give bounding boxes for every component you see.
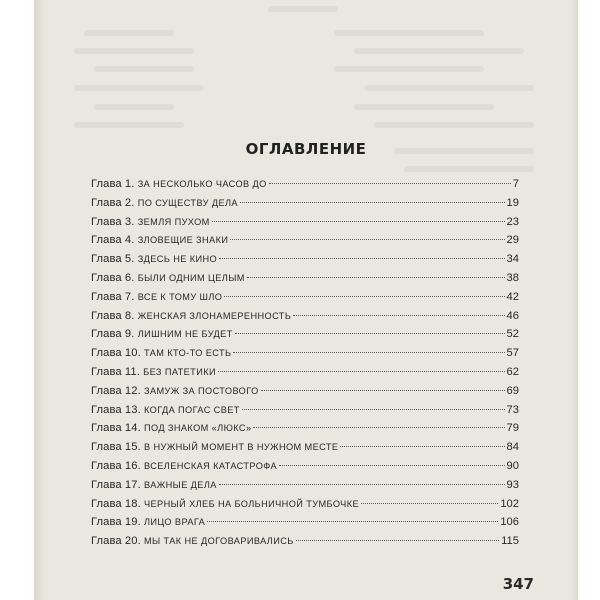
chapter-prefix: Глава 19. xyxy=(91,516,141,529)
dot-leader xyxy=(230,239,504,240)
dot-leader xyxy=(240,202,505,203)
dot-leader xyxy=(242,409,505,410)
toc-entry xyxy=(91,216,519,235)
dot-leader xyxy=(247,277,505,278)
toc-entry-title xyxy=(91,310,291,322)
chapter-page-number: 34 xyxy=(506,253,519,266)
dot-leader xyxy=(235,333,505,334)
toc-entry xyxy=(91,441,519,460)
dot-leader xyxy=(212,221,505,222)
dot-leader xyxy=(253,427,504,428)
toc-entry xyxy=(91,272,519,291)
chapter-prefix: Глава 4. xyxy=(91,234,135,247)
toc-entry-title xyxy=(91,460,277,472)
chapter-prefix: Глава 7. xyxy=(91,290,135,303)
chapter-page-number: 84 xyxy=(506,441,519,454)
chapter-page-number: 7 xyxy=(512,178,519,190)
chapter-prefix: Глава 10. xyxy=(91,347,141,360)
chapter-prefix: Глава 16. xyxy=(91,459,141,472)
book-page xyxy=(34,0,578,600)
chapter-title: ПОД ЗНАКОМ «ЛЮКС» xyxy=(144,423,252,434)
chapter-prefix: Глава 11. xyxy=(91,365,140,378)
chapter-title: БЫЛИ ОДНИМ ЦЕЛЫМ xyxy=(137,272,245,283)
dot-leader xyxy=(207,521,498,522)
toc-entry xyxy=(91,516,519,535)
toc-entry-title xyxy=(91,178,267,190)
toc-entry xyxy=(91,291,519,310)
table-of-contents xyxy=(91,178,519,554)
toc-entry xyxy=(91,460,519,479)
chapter-page-number: 46 xyxy=(506,309,519,322)
chapter-page-number: 38 xyxy=(506,271,519,284)
toc-entry-title xyxy=(91,291,222,303)
chapter-page-number: 62 xyxy=(506,365,519,378)
toc-entry xyxy=(91,178,519,197)
chapter-prefix: Глава 9. xyxy=(91,328,135,341)
chapter-title: ЗАМУЖ ЗА ПОСТОВОГО xyxy=(144,385,259,396)
page-title: ОГЛАВЛЕНИЕ xyxy=(245,140,367,158)
chapter-prefix: Глава 20. xyxy=(91,535,141,548)
chapter-title: ЗЛОВЕЩИЕ ЗНАКИ xyxy=(137,235,229,246)
chapter-title: ВСЕ К ТОМУ ШЛО xyxy=(137,291,223,302)
dot-leader xyxy=(233,352,504,353)
chapter-page-number: 115 xyxy=(501,535,519,548)
dot-leader xyxy=(261,390,505,391)
toc-entry xyxy=(91,197,519,216)
toc-entry xyxy=(91,347,519,366)
chapter-page-number: 42 xyxy=(506,290,519,303)
toc-entry xyxy=(91,479,519,498)
toc-entry-title xyxy=(91,479,217,491)
chapter-page-number: 57 xyxy=(506,347,519,360)
toc-entry-title xyxy=(91,216,210,228)
chapter-title: МЫ ТАК НЕ ДОГОВАРИВАЛИСЬ xyxy=(144,536,294,547)
toc-entry xyxy=(91,234,519,253)
chapter-prefix: Глава 12. xyxy=(91,384,141,397)
chapter-title: ЧЕРНЫЙ ХЛЕБ НА БОЛЬНИЧНОЙ ТУМБОЧКЕ xyxy=(144,498,359,509)
toc-entry-title xyxy=(91,422,251,434)
chapter-title: В НУЖНЫЙ МОМЕНТ В НУЖНОМ МЕСТЕ xyxy=(144,442,339,453)
chapter-title: КОГДА ПОГАС СВЕТ xyxy=(144,404,240,415)
toc-entry-title xyxy=(91,385,259,397)
chapter-page-number: 69 xyxy=(506,384,519,397)
chapter-prefix: Глава 8. xyxy=(91,309,135,322)
show-through-text xyxy=(34,0,578,200)
dot-leader xyxy=(279,465,505,466)
chapter-title: ТАМ КТО-ТО ЕСТЬ xyxy=(144,348,232,359)
chapter-page-number: 52 xyxy=(506,328,519,341)
toc-entry-title xyxy=(91,404,240,416)
dot-leader xyxy=(219,258,504,259)
toc-entry-title xyxy=(91,253,217,265)
chapter-prefix: Глава 13. xyxy=(91,403,141,416)
chapter-prefix: Глава 6. xyxy=(91,271,135,284)
chapter-title: ЖЕНСКАЯ ЗЛОНАМЕРЕННОСТЬ xyxy=(137,310,292,321)
chapter-prefix: Глава 1. xyxy=(91,178,135,190)
toc-entry-title xyxy=(91,366,216,378)
chapter-title: ЛИШНИМ НЕ БУДЕТ xyxy=(137,329,233,340)
chapter-title: ВАЖНЫЕ ДЕЛА xyxy=(144,479,217,490)
chapter-page-number: 73 xyxy=(506,403,519,416)
chapter-title: БЕЗ ПАТЕТИКИ xyxy=(143,366,216,377)
chapter-page-number: 90 xyxy=(506,459,519,472)
chapter-title: ЛИЦО ВРАГА xyxy=(144,517,206,528)
chapter-prefix: Глава 17. xyxy=(91,478,141,491)
toc-entry xyxy=(91,404,519,423)
chapter-page-number: 106 xyxy=(500,516,519,529)
dot-leader xyxy=(269,183,511,184)
page-number: 347 xyxy=(502,575,534,593)
chapter-title: ПО СУЩЕСТВУ ДЕЛА xyxy=(137,197,238,208)
toc-entry-title xyxy=(91,234,228,246)
chapter-prefix: Глава 5. xyxy=(91,253,135,266)
chapter-page-number: 93 xyxy=(506,478,519,491)
toc-entry-title xyxy=(91,535,294,547)
toc-entry-title xyxy=(91,441,338,453)
chapter-prefix: Глава 3. xyxy=(91,215,135,228)
toc-entry xyxy=(91,498,519,517)
dot-leader xyxy=(218,371,505,372)
chapter-page-number: 29 xyxy=(506,234,519,247)
chapter-prefix: Глава 14. xyxy=(91,422,141,435)
toc-entry-title xyxy=(91,272,245,284)
dot-leader xyxy=(219,484,505,485)
chapter-title: ЗДЕСЬ НЕ КИНО xyxy=(137,254,218,265)
toc-entry-title xyxy=(91,328,233,340)
dot-leader xyxy=(340,446,504,447)
page-edge-shadow xyxy=(570,0,578,600)
chapter-page-number: 19 xyxy=(506,196,519,209)
dot-leader xyxy=(293,315,504,316)
chapter-title: ВСЕЛЕНСКАЯ КАТАСТРОФА xyxy=(144,460,277,471)
toc-entry-title xyxy=(91,516,205,528)
chapter-title: ЗА НЕСКОЛЬКО ЧАСОВ ДО xyxy=(137,179,267,189)
page-gutter-shadow xyxy=(34,0,44,600)
chapter-prefix: Глава 2. xyxy=(91,196,135,209)
chapter-page-number: 102 xyxy=(500,497,519,510)
dot-leader xyxy=(361,503,498,504)
toc-entry-title xyxy=(91,347,231,359)
toc-entry-title xyxy=(91,498,359,510)
dot-leader xyxy=(224,296,504,297)
toc-entry xyxy=(91,253,519,272)
dot-leader xyxy=(296,540,499,541)
toc-entry xyxy=(91,328,519,347)
toc-entry xyxy=(91,310,519,329)
chapter-title: ЗЕМЛЯ ПУХОМ xyxy=(137,216,210,227)
chapter-page-number: 23 xyxy=(506,215,519,228)
toc-entry xyxy=(91,366,519,385)
toc-entry xyxy=(91,385,519,404)
chapter-prefix: Глава 15. xyxy=(91,441,141,454)
toc-entry xyxy=(91,422,519,441)
toc-entry-title xyxy=(91,197,238,209)
chapter-prefix: Глава 18. xyxy=(91,497,141,510)
toc-entry xyxy=(91,535,519,554)
chapter-page-number: 79 xyxy=(506,422,519,435)
